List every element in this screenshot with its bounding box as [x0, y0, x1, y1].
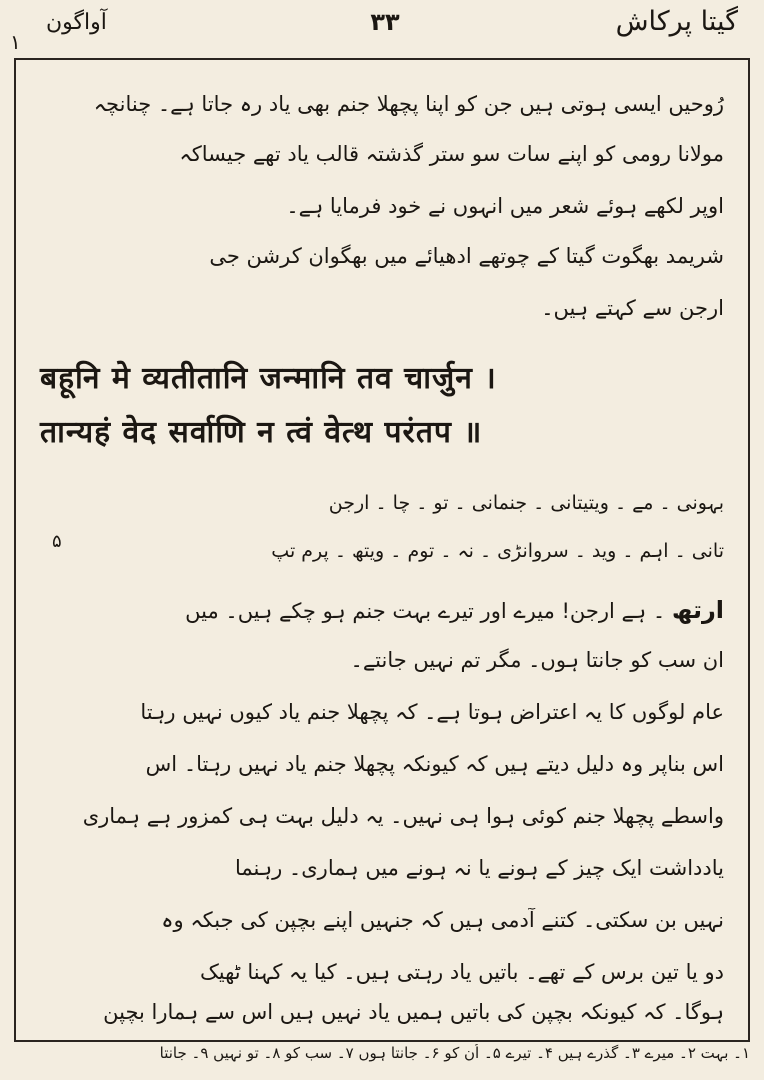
- meaning-text: ۔ ہے ارجن! میرے اور تیرے بہت جنم ہو چکے ہیں۔ میں: [185, 599, 666, 623]
- intro-line: ارجن سے کہتے ہیں۔: [541, 296, 724, 320]
- paragraph-line: عام لوگوں کا یہ اعتراض ہوتا ہے۔ کہ پچھلا جنم یاد کیوں نہیں رہتا: [140, 700, 724, 724]
- page-number: ۳۳: [370, 8, 400, 36]
- paragraph-line: نہیں بن سکتی۔ کتنے آدمی ہیں کہ جنہیں اپنے بچپن کی جبکہ وہ: [161, 908, 724, 932]
- page-header: [28, 6, 742, 48]
- meaning-line: [40, 596, 724, 624]
- paragraph-line: دو یا تین برس کے تھے۔ باتیں یاد رہتی ہیں۔ کیا یہ کہنا ٹھیک: [200, 960, 724, 984]
- intro-line: شریمد بھگوت گیتا کے چوتھے ادھیائے میں بھگوان کرشن جی: [209, 244, 724, 268]
- gloss-number: ۵: [52, 531, 62, 552]
- word-gloss-line: تانی ۔ اہم ۔ وید ۔ سروانڑی ۔ نہ ۔ توم ۔ ویتھ ۔ پرم تپ: [271, 540, 724, 562]
- word-gloss-line: بہونی ۔ مے ۔ ویتیتانی ۔ جنمانی ۔ تو ۔ چا ۔ ارجن: [328, 492, 724, 514]
- book-title: گیتا پرکاش: [615, 6, 738, 37]
- section-title: آواگون: [46, 10, 107, 35]
- meaning-line: ان سب کو جانتا ہوں۔ مگر تم نہیں جانتے۔: [350, 648, 724, 672]
- paragraph-line: مولانا رومی کو اپنے سات سو ستر گذشتہ قالب یاد تھے جیساکہ: [179, 142, 724, 166]
- paragraph-line: یادداشت ایک چیز کے ہونے یا نہ ہونے میں ہماری۔ رہنما: [234, 856, 724, 880]
- paragraph-line: اوپر لکھے ہوئے شعر میں انہوں نے خود فرمایا ہے۔: [286, 194, 724, 218]
- paragraph-line: ہوگا۔ کہ کیونکہ بچپن کی باتیں ہمیں یاد نہیں ہیں اس سے ہمارا بچپن: [103, 1000, 724, 1024]
- sanskrit-verse-line: तान्यहं वेद सर्वाणि न त्वं वेत्थ परंतप ॥: [40, 415, 483, 450]
- paragraph-line: واسطے پچھلا جنم کوئی ہوا ہی نہیں۔ یہ دلیل بہت ہی کمزور ہے ہماری: [82, 804, 724, 828]
- meaning-label: ارتھ: [671, 596, 724, 624]
- margin-mark: ١: [10, 30, 21, 54]
- paragraph-line: اس بناپر وہ دلیل دیتے ہیں کہ کیونکہ پچھلا جنم یاد نہیں رہتا۔ اس: [145, 752, 724, 776]
- sanskrit-verse-line: बहूनि मे व्यतीतानि जन्मानि तव चार्जुन ।: [40, 361, 497, 396]
- footnote: ١۔ بہت ٢۔ میرے ٣۔ گذرے ہیں ۴۔ تیرے ۵۔ اُن کو ۶۔ جانتا ہوں ۷۔ سب کو ۸۔ تو نہیں ۹۔ جانتا: [159, 1044, 750, 1062]
- paragraph-line: رُوحیں ایسی ہوتی ہیں جن کو اپنا پچھلا جنم بھی یاد رہ جاتا ہے۔ چنانچہ: [93, 92, 724, 116]
